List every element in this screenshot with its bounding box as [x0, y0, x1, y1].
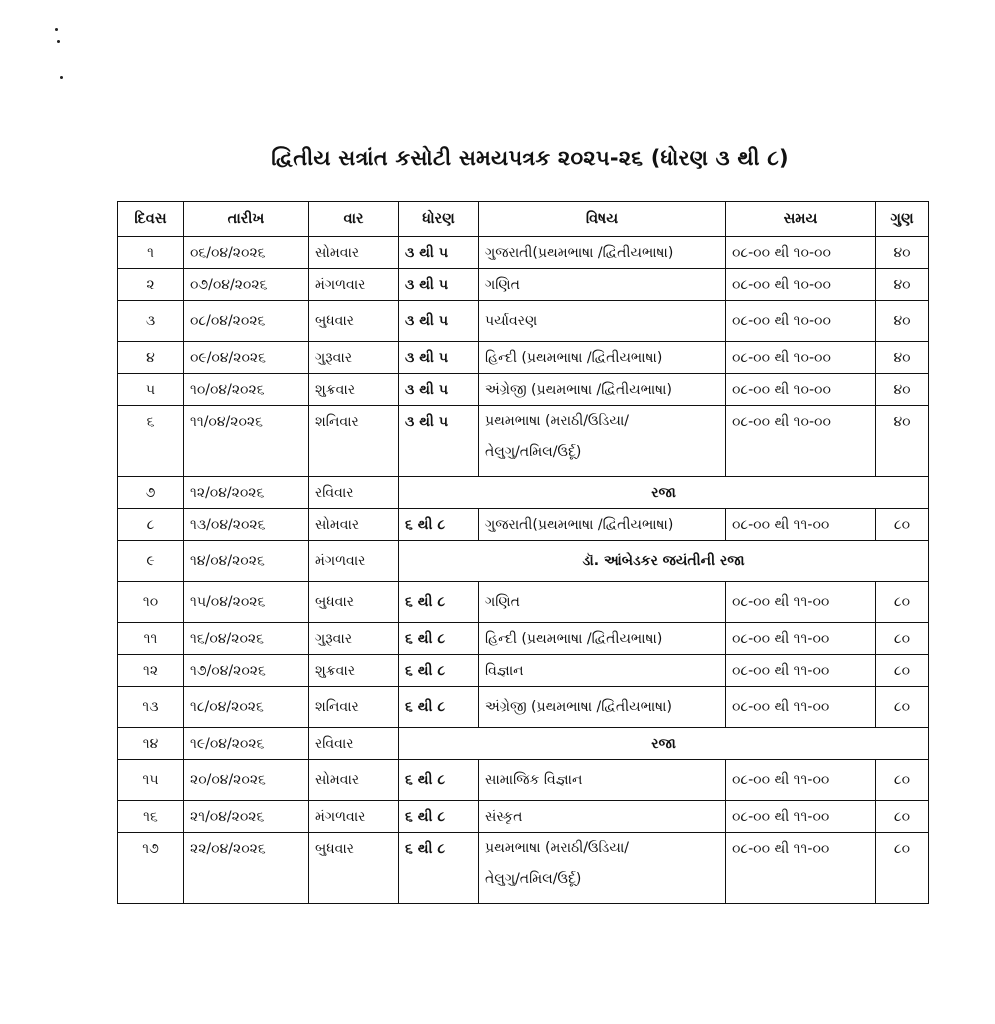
time-cell: ૦૮-૦૦ થી ૧૧-૦૦: [726, 582, 876, 623]
date-cell: ૧૦/૦૪/૨૦૨૬: [184, 374, 309, 406]
subject-cell: પર્યાવરણ: [479, 301, 726, 342]
time-cell: ૦૮-૦૦ થી ૧૦-૦૦: [726, 301, 876, 342]
weekday-cell: સોમવાર: [309, 509, 399, 541]
table-row: [118, 406, 929, 477]
table-row: [118, 801, 929, 833]
marks-cell: ૮૦: [876, 760, 929, 801]
date-cell: ૨૨/૦૪/૨૦૨૬: [184, 833, 309, 904]
subject-cell: હિન્દી (પ્રથમભાષા /દ્વિતીયભાષા): [479, 342, 726, 374]
time-cell: ૦૮-૦૦ થી ૧૦-૦૦: [726, 269, 876, 301]
weekday-cell: રવિવાર: [309, 477, 399, 509]
scan-speck: [57, 40, 60, 43]
table-row: [118, 269, 929, 301]
table-row: [118, 728, 929, 760]
day-cell: ૮: [118, 509, 184, 541]
time-cell: ૦૮-૦૦ થી ૧૧-૦૦: [726, 801, 876, 833]
scan-speck: [60, 76, 63, 79]
header-date: તારીખ: [184, 202, 309, 237]
time-cell: ૦૮-૦૦ થી ૧૧-૦૦: [726, 623, 876, 655]
subject-cell: સામાજિક વિજ્ઞાન: [479, 760, 726, 801]
table-row: [118, 541, 929, 582]
std-cell: ૩ થી ૫: [399, 301, 479, 342]
weekday-cell: બુધવાર: [309, 833, 399, 904]
subject-cell: [479, 833, 726, 904]
weekday-cell: શનિવાર: [309, 406, 399, 477]
weekday-cell: મંગળવાર: [309, 541, 399, 582]
time-cell: ૦૮-૦૦ થી ૧૧-૦૦: [726, 509, 876, 541]
date-cell: ૧૨/૦૪/૨૦૨૬: [184, 477, 309, 509]
date-cell: ૨૦/૦૪/૨૦૨૬: [184, 760, 309, 801]
table-row: [118, 760, 929, 801]
std-cell: ૬ થી ૮: [399, 687, 479, 728]
date-cell: ૨૧/૦૪/૨૦૨૬: [184, 801, 309, 833]
weekday-cell: શુક્રવાર: [309, 655, 399, 687]
time-cell: ૦૮-૦૦ થી ૧૧-૦૦: [726, 687, 876, 728]
std-cell: ૬ થી ૮: [399, 582, 479, 623]
table-row: [118, 477, 929, 509]
date-cell: ૦૯/૦૪/૨૦૨૬: [184, 342, 309, 374]
table-row: [118, 655, 929, 687]
date-cell: ૧૯/૦૪/૨૦૨૬: [184, 728, 309, 760]
day-cell: ૭: [118, 477, 184, 509]
day-cell: ૧૧: [118, 623, 184, 655]
weekday-cell: બુધવાર: [309, 301, 399, 342]
weekday-cell: શુક્રવાર: [309, 374, 399, 406]
marks-cell: ૮૦: [876, 833, 929, 904]
day-cell: ૧૭: [118, 833, 184, 904]
table-row: [118, 833, 929, 904]
weekday-cell: સોમવાર: [309, 760, 399, 801]
time-cell: ૦૮-૦૦ થી ૧૧-૦૦: [726, 833, 876, 904]
subject-cell: ગણિત: [479, 269, 726, 301]
header-marks: ગુણ: [876, 202, 929, 237]
subject-cell: ગુજરાતી(પ્રથમભાષા /દ્વિતીયભાષા): [479, 509, 726, 541]
date-cell: ૦૮/૦૪/૨૦૨૬: [184, 301, 309, 342]
day-cell: ૧૫: [118, 760, 184, 801]
holiday-cell: ડૉ. આંબેડકર જયંતીની રજા: [399, 541, 929, 582]
std-cell: ૩ થી ૫: [399, 342, 479, 374]
weekday-cell: સોમવાર: [309, 237, 399, 269]
date-cell: ૧૮/૦૪/૨૦૨૬: [184, 687, 309, 728]
marks-cell: ૮૦: [876, 687, 929, 728]
weekday-cell: ગુરૂવાર: [309, 623, 399, 655]
weekday-cell: શનિવાર: [309, 687, 399, 728]
date-cell: ૦૭/૦૪/૨૦૨૬: [184, 269, 309, 301]
weekday-cell: ગુરૂવાર: [309, 342, 399, 374]
marks-cell: ૮૦: [876, 655, 929, 687]
day-cell: ૧૦: [118, 582, 184, 623]
std-cell: ૩ થી ૫: [399, 269, 479, 301]
time-cell: ૦૮-૦૦ થી ૧૦-૦૦: [726, 374, 876, 406]
day-cell: ૫: [118, 374, 184, 406]
date-cell: ૧૪/૦૪/૨૦૨૬: [184, 541, 309, 582]
std-cell: ૬ થી ૮: [399, 623, 479, 655]
marks-cell: ૪૦: [876, 374, 929, 406]
marks-cell: ૮૦: [876, 509, 929, 541]
weekday-cell: રવિવાર: [309, 728, 399, 760]
std-cell: ૩ થી ૫: [399, 237, 479, 269]
time-cell: ૦૮-૦૦ થી ૧૧-૦૦: [726, 655, 876, 687]
std-cell: ૬ થી ૮: [399, 833, 479, 904]
table-row: [118, 582, 929, 623]
subject-cell: હિન્દી (પ્રથમભાષા /દ્વિતીયભાષા): [479, 623, 726, 655]
day-cell: ૧૩: [118, 687, 184, 728]
header-weekday: વાર: [309, 202, 399, 237]
std-cell: ૬ થી ૮: [399, 509, 479, 541]
table-row: [118, 687, 929, 728]
day-cell: ૩: [118, 301, 184, 342]
header-time: સમય: [726, 202, 876, 237]
subject-cell: ગણિત: [479, 582, 726, 623]
marks-cell: ૪૦: [876, 342, 929, 374]
date-cell: ૧૭/૦૪/૨૦૨૬: [184, 655, 309, 687]
exam-timetable: [117, 201, 929, 904]
weekday-cell: મંગળવાર: [309, 269, 399, 301]
page-title: દ્વિતીય સત્રાંત કસોટી સમયપત્રક ૨૦૨૫-૨૬ (ધોરણ ૩ થી ૮): [271, 146, 789, 170]
subject-cell: અંગ્રેજી (પ્રથમભાષા /દ્વિતીયભાષા): [479, 687, 726, 728]
table-row: [118, 342, 929, 374]
time-cell: ૦૮-૦૦ થી ૧૦-૦૦: [726, 237, 876, 269]
header-std: ધોરણ: [399, 202, 479, 237]
std-cell: ૬ થી ૮: [399, 801, 479, 833]
std-cell: ૬ થી ૮: [399, 760, 479, 801]
marks-cell: ૮૦: [876, 623, 929, 655]
table-row: [118, 374, 929, 406]
date-cell: ૧૫/૦૪/૨૦૨૬: [184, 582, 309, 623]
time-cell: ૦૮-૦૦ થી ૧૦-૦૦: [726, 342, 876, 374]
std-cell: ૩ થી ૫: [399, 406, 479, 477]
header-subject: વિષય: [479, 202, 726, 237]
marks-cell: ૪૦: [876, 406, 929, 477]
day-cell: ૧૨: [118, 655, 184, 687]
day-cell: ૯: [118, 541, 184, 582]
header-row: [118, 202, 929, 237]
scan-speck: [55, 28, 58, 31]
table-row: [118, 623, 929, 655]
day-cell: ૬: [118, 406, 184, 477]
day-cell: ૧: [118, 237, 184, 269]
subject-cell: [479, 406, 726, 477]
date-cell: ૧૬/૦૪/૨૦૨૬: [184, 623, 309, 655]
subject-line: તેલુગુ/તમિલ/ઉર્દૂ): [485, 871, 582, 887]
header-day: દિવસ: [118, 202, 184, 237]
time-cell: ૦૮-૦૦ થી ૧૦-૦૦: [726, 406, 876, 477]
std-cell: ૬ થી ૮: [399, 655, 479, 687]
subject-line: તેલુગુ/તમિલ/ઉર્દૂ): [485, 444, 582, 460]
table-row: [118, 301, 929, 342]
marks-cell: ૮૦: [876, 801, 929, 833]
marks-cell: ૪૦: [876, 237, 929, 269]
marks-cell: ૪૦: [876, 269, 929, 301]
day-cell: ૪: [118, 342, 184, 374]
subject-cell: સંસ્કૃત: [479, 801, 726, 833]
day-cell: ૧૬: [118, 801, 184, 833]
weekday-cell: મંગળવાર: [309, 801, 399, 833]
table-row: [118, 237, 929, 269]
std-cell: ૩ થી ૫: [399, 374, 479, 406]
subject-cell: ગુજરાતી(પ્રથમભાષા /દ્વિતીયભાષા): [479, 237, 726, 269]
marks-cell: ૮૦: [876, 582, 929, 623]
time-cell: ૦૮-૦૦ થી ૧૧-૦૦: [726, 760, 876, 801]
table-row: [118, 509, 929, 541]
date-cell: ૧૩/૦૪/૨૦૨૬: [184, 509, 309, 541]
subject-line: પ્રથમભાષા (મરાઠી/ઉડિયા/: [485, 413, 629, 429]
marks-cell: ૪૦: [876, 301, 929, 342]
date-cell: ૦૬/૦૪/૨૦૨૬: [184, 237, 309, 269]
date-cell: ૧૧/૦૪/૨૦૨૬: [184, 406, 309, 477]
holiday-cell: રજા: [399, 477, 929, 509]
weekday-cell: બુધવાર: [309, 582, 399, 623]
subject-cell: વિજ્ઞાન: [479, 655, 726, 687]
holiday-cell: રજા: [399, 728, 929, 760]
day-cell: ૧૪: [118, 728, 184, 760]
subject-cell: અંગ્રેજી (પ્રથમભાષા /દ્વિતીયભાષા): [479, 374, 726, 406]
day-cell: ૨: [118, 269, 184, 301]
subject-line: પ્રથમભાષા (મરાઠી/ઉડિયા/: [485, 840, 629, 856]
